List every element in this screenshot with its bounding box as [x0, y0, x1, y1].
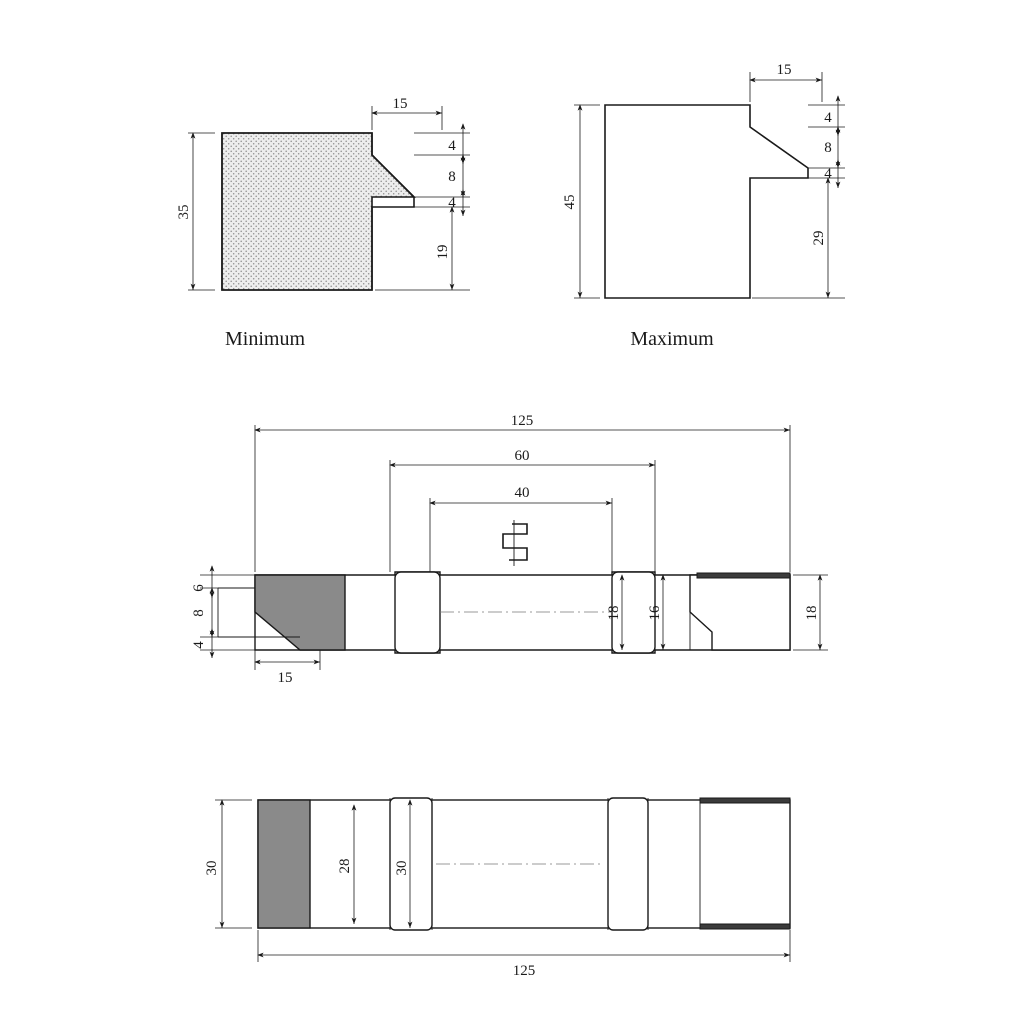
plan-top-dark-band — [700, 798, 790, 803]
max-dim-4-bottom: 4 — [824, 166, 832, 182]
front-dim-16: 16 — [647, 605, 663, 621]
view-front — [191, 413, 828, 686]
max-dim-45: 45 — [562, 194, 578, 210]
label-maximum: Maximum — [630, 328, 714, 350]
front-dim-8: 8 — [191, 609, 207, 617]
front-collar-left — [395, 572, 440, 653]
view-plan — [204, 798, 790, 979]
plan-left-block — [258, 800, 310, 928]
minimum-profile-outline — [222, 133, 414, 290]
plan-collar-right — [608, 798, 648, 930]
plan-dim-30-overall: 30 — [204, 860, 220, 876]
min-dim-35: 35 — [176, 204, 192, 220]
front-dim-60: 60 — [514, 448, 530, 464]
min-dim-4-bottom: 4 — [448, 195, 456, 211]
min-dim-15: 15 — [392, 96, 408, 112]
maximum-chamfer-line — [750, 127, 808, 168]
max-dim-4-top: 4 — [824, 110, 832, 126]
plan-dim-28: 28 — [337, 858, 353, 874]
maximum-profile-outline — [605, 105, 808, 298]
view-maximum — [562, 62, 845, 350]
plan-bottom-dark-band — [700, 924, 790, 929]
max-dim-15: 15 — [776, 62, 792, 78]
min-dim-8: 8 — [448, 169, 456, 185]
min-dim-4-top: 4 — [448, 138, 456, 154]
front-dim-40: 40 — [514, 485, 530, 501]
front-right-dark-band — [697, 573, 790, 578]
label-minimum: Minimum — [224, 328, 306, 350]
front-dim-6: 6 — [191, 584, 207, 592]
max-dim-29: 29 — [811, 230, 827, 246]
plan-dim-125: 125 — [512, 963, 536, 979]
front-dim-18-inner: 18 — [606, 605, 622, 621]
front-dim-125: 125 — [510, 413, 534, 429]
front-clamp-symbol — [503, 524, 527, 560]
front-dim-4: 4 — [191, 641, 207, 649]
plan-dim-30-inner: 30 — [394, 860, 410, 876]
max-dim-8: 8 — [824, 140, 832, 156]
view-minimum — [176, 96, 470, 350]
front-dim-15: 15 — [277, 670, 293, 686]
min-dim-19: 19 — [435, 244, 451, 260]
front-dim-18-right: 18 — [804, 605, 820, 621]
